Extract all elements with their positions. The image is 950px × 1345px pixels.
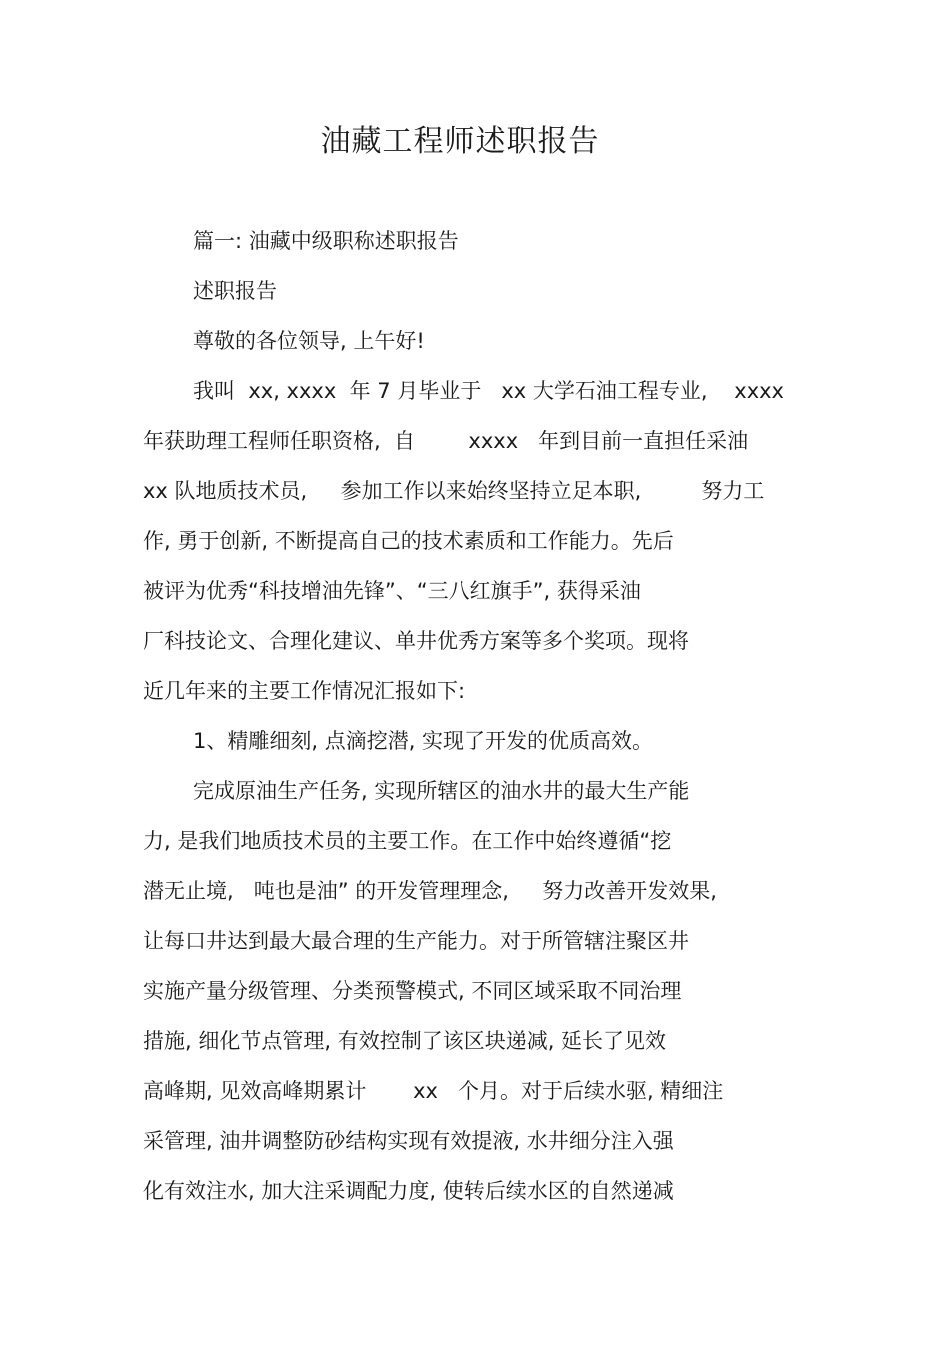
paragraph-line: 力, 是我们地质技术员的主要工作。在工作中始终遵循“挖 [143, 829, 672, 853]
paragraph-line: 采管理, 油井调整防砂结构实现有效提液, 水井细分注入强 [143, 1129, 674, 1153]
paragraph-line: 潜无止境, 吨也是油” 的开发管理理念, 努力改善开发效果, [143, 879, 717, 903]
paragraph-line: 近几年来的主要工作情况汇报如下: [143, 679, 466, 703]
paragraph-line: 厂科技论文、合理化建议、单井优秀方案等多个奖项。现将 [143, 629, 689, 653]
section-heading: 篇一: 油藏中级职称述职报告 [193, 229, 459, 253]
paragraph-line: 实施产量分级管理、分类预警模式, 不同区域采取不同治理 [143, 979, 682, 1003]
greeting-line: 尊敬的各位领导, 上午好! [193, 329, 425, 353]
paragraph-line: 被评为优秀“科技增油先锋”、“三八红旗手”, 获得采油 [143, 579, 641, 603]
paragraph-line: 让每口井达到最大最合理的生产能力。对于所管辖注聚区井 [143, 929, 689, 953]
paragraph-line: 完成原油生产任务, 实现所辖区的油水井的最大生产能 [193, 779, 690, 803]
paragraph-line: 我叫 xx, xxxx 年 7 月毕业于 xx 大学石油工程专业, xxxx [193, 379, 784, 403]
paragraph-line: 化有效注水, 加大注采调配力度, 使转后续水区的自然递减 [143, 1179, 674, 1203]
paragraph-line: xx 队地质技术员, 参加工作以来始终坚持立足本职, 努力工 [143, 479, 765, 503]
document-title: 油藏工程师述职报告 [320, 124, 600, 159]
paragraph-line: 措施, 细化节点管理, 有效控制了该区块递减, 延长了见效 [143, 1029, 667, 1053]
paragraph-line: 作, 勇于创新, 不断提高自己的技术素质和工作能力。先后 [143, 529, 674, 553]
paragraph-line: 年获助理工程师任职资格, 自 xxxx 年到目前一直担任采油 [143, 429, 749, 453]
report-heading: 述职报告 [193, 279, 277, 303]
subsection-heading: 1、精雕细刻, 点滴挖潜, 实现了开发的优质高效。 [193, 729, 654, 753]
paragraph-line: 高峰期, 见效高峰期累计 xx 个月。对于后续水驱, 精细注 [143, 1079, 724, 1103]
